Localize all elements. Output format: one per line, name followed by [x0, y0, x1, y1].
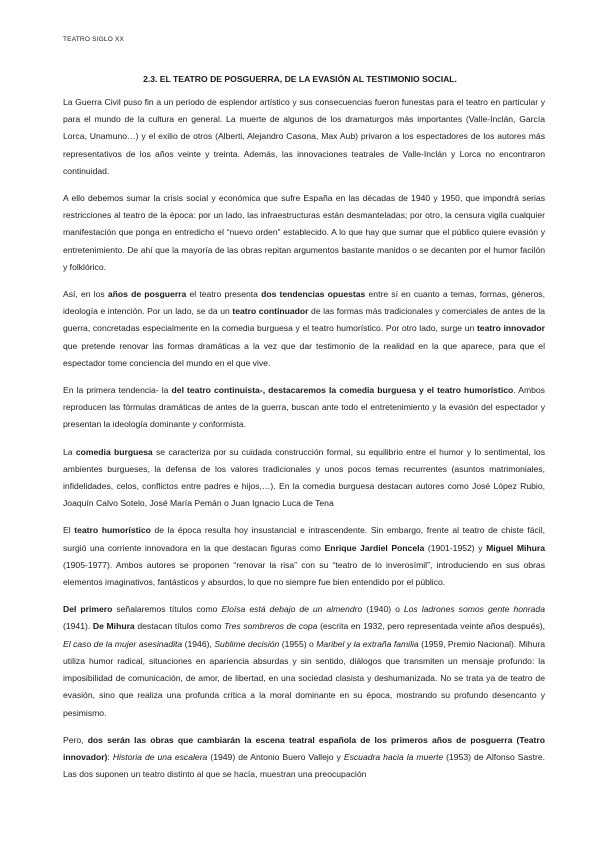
- paragraph-3: [63, 286, 545, 372]
- bold-run: Del primero: [63, 604, 113, 615]
- bold-run: Miguel Mihura: [486, 542, 545, 553]
- document-body: [63, 94, 545, 793]
- section-heading: 2.3. EL TEATRO DE POSGUERRA, DE LA EVASIÓN AL TESTIMONIO SOCIAL.: [143, 74, 457, 84]
- text-run: El: [63, 525, 75, 536]
- text-run: (1953) de Alfonso Sastre. Las dos suponen un teatro distinto al que se hacía, muestran una preocupación: [63, 751, 545, 780]
- text-run: entre sí en cuanto a temas, formas, géneros, ideología e intención. Por un lado, se da un: [63, 289, 545, 317]
- bold-run: De Mihura: [92, 621, 135, 632]
- text-run: Así, en los: [63, 289, 108, 300]
- text-run: señalaremos títulos como: [112, 604, 222, 615]
- text-run: (1946),: [182, 638, 215, 649]
- text-run: de las formas más tradicionales y comerciales de antes de la guerra, concretadas especialmente en la comedia burguesa y el teatro humorístico. Por otro lado, surge un: [63, 306, 546, 334]
- paragraph-2: A ello debemos sumar la crisis social y económica que sufre España en las décadas de 1940 y 1950, que impondrá serias restricciones al teatro de la época: por un lado, las infraestructuras están desmanteladas; por otro, la censura vigila cualquier manifestación que ponga en entredicho el “nuevo orden” establecido. A lo que hay que sumar que el público quiere evasión y entretenimiento. De ahí que la mayoría de las obras repitan argumentos bastante manidos o se decanten por el humor facilón y folklórico.: [63, 193, 545, 272]
- text-run: Pero,: [63, 734, 88, 745]
- text-run: . Ambos reproducen las fórmulas dramáticas de antes de la guerra, buscan ante todo el entretenimiento y la evasión del espectador y presentan la ideología dominante y conformista.: [63, 385, 545, 430]
- text-run: (1941).: [63, 621, 93, 632]
- italic-title: Sublime decisión: [214, 638, 280, 649]
- text-run: La: [63, 446, 76, 457]
- bold-run: Enrique Jardiel Poncela: [324, 542, 425, 553]
- bold-run: comedia burguesa: [75, 446, 153, 457]
- italic-title: El caso de la mujer asesinadita: [63, 638, 183, 649]
- italic-title: Maribel y la extraña familia: [316, 638, 419, 649]
- text-run: el teatro presenta: [186, 289, 262, 300]
- text-run: (1901-1952) y: [424, 542, 487, 553]
- text-run: (1905-1977). Ambos autores se proponen “renovar la risa” con su “teatro de lo inverosímil”, introduciendo en sus obras elementos imaginativos, fantásticos y absurdos, lo que no siempre fue bien entendido por el público.: [63, 559, 545, 588]
- paragraph-7: [63, 601, 545, 721]
- paragraph-8: [63, 732, 545, 784]
- text-run: :: [107, 751, 113, 762]
- italic-title: Historia de una escalera: [112, 751, 208, 762]
- text-run: de la época resulta hoy insustancial e intrascendente. Sin embargo, frente al teatro de chiste fácil, surgió una corriente innovadora en la que destacan figuras como: [63, 525, 545, 553]
- paragraph-1: La Guerra Civil puso fin a un periodo de esplendor artístico y sus consecuencias fueron funestas para el teatro en particular y para el mundo de la cultura en general. La muerte de algunos de los dramaturgos más importantes (Valle-Inclán, García Lorca, Unamuno…) y el exilio de otros (Alberti, Alejandro Casona, Max Aub) privaron a los espectadores de los autores más representativos de los años veinte y treinta. Además, las innovaciones teatrales de Valle-Inclán y Lorca no encontraron continuidad.: [63, 97, 545, 176]
- bold-run: años de posguerra: [107, 289, 187, 300]
- bold-run: teatro continuador: [232, 306, 309, 317]
- text-run: En la primera tendencia- la: [63, 385, 172, 396]
- running-header: TEATRO SIGLO XX: [63, 36, 125, 43]
- italic-title: Los ladrones somos gente honrada: [403, 604, 545, 615]
- text-run: destacan títulos como: [134, 621, 225, 632]
- italic-title: Eloísa está debajo de un almendro: [221, 604, 363, 615]
- bold-run: dos serán las obras que cambiarán la escena teatral española de los primeros años de posguerra (Teatro innovador): [63, 734, 545, 762]
- bold-run: dos tendencias opuestas: [261, 289, 366, 300]
- bold-run: teatro innovador: [476, 323, 545, 334]
- bold-run: teatro humorístico: [74, 525, 151, 536]
- italic-title: Tres sombreros de copa: [224, 621, 318, 632]
- bold-run: del teatro continuista-, destacaremos la comedia burguesa y el teatro humorístico: [171, 385, 514, 396]
- paragraph-4: [63, 382, 545, 434]
- paragraph-6: [63, 522, 545, 591]
- text-run: (escrita en 1932, pero representada veinte años después),: [317, 621, 546, 632]
- text-run: se caracteriza por su cuidada construcción formal, su equilibrio entre el humor y lo sentimental, los ambientes burgueses, la defensa de los valores tradicionales y unos pocos temas recurrentes (asuntos matrimoniales, infidelidades, celos, conflictos entre padres e hijos,…). En la comedia burguesa destacan autores como José López Rubio, Joaquín Calvo Sotelo, José María Pemán o Juan Ignacio Luca de Tena: [63, 446, 546, 509]
- text-run: (1959, Premio Nacional). Mihura utiliza humor radical, situaciones en apariencia absurdas y sin sentido, diálogos que transmiten un mensaje profundo: la imposibilidad de comunicación, de amor, de libertad, en una sociedad clasista y deshumanizada. No se trata ya de teatro de evasión, sino que realiza una profunda crítica a la moral dominante en su época, mostrando su profundo desencanto y pesimismo.: [63, 638, 545, 718]
- text-run: (1949) de Antonio Buero Vallejo y: [207, 751, 344, 762]
- text-run: (1940) o: [362, 604, 404, 615]
- italic-title: Escuadra hacia la muerte: [343, 751, 444, 762]
- text-run: que pretende renovar las formas dramáticas a la vez que dar testimonio de la realidad en la que aparece, para que el espectador tome conciencia del mundo en el que vive.: [63, 340, 545, 368]
- paragraph-5: [63, 444, 545, 513]
- text-run: (1955) o: [279, 638, 317, 649]
